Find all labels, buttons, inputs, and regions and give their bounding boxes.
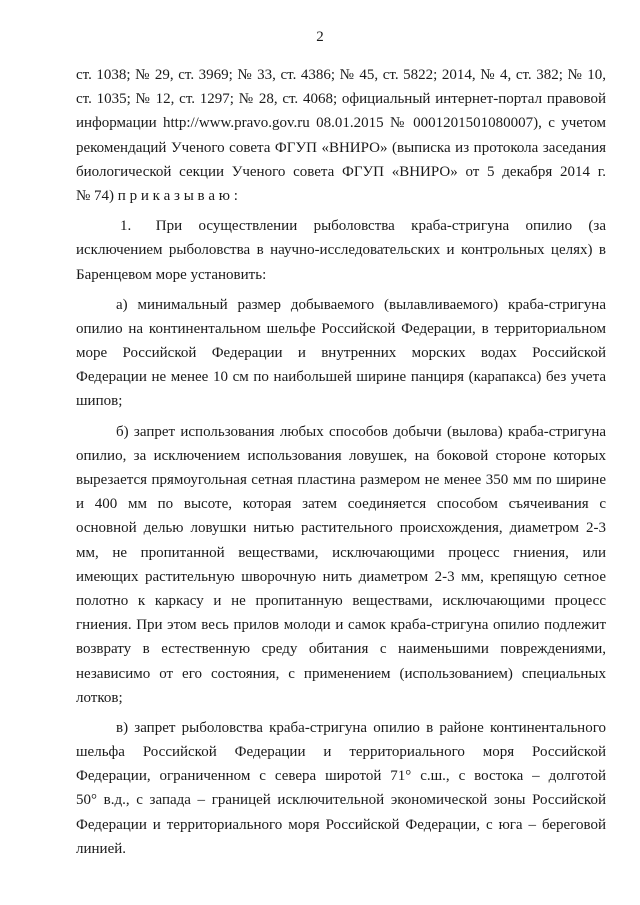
text-line: Баренцевом море установить: xyxy=(76,266,267,283)
text-line: Федерации и территориального моря Российской Федерации, с юга – береговой xyxy=(76,816,606,833)
text-line: исключением рыболовства в научно-исследовательских и контрольных целях) в xyxy=(76,242,606,259)
text-line: линией. xyxy=(76,840,127,857)
text-line: и 400 мм по высоте, которая затем соединяется способом съячеивания с xyxy=(76,496,606,513)
text-line: Федерации, ограниченном с севера широтой 71° с.ш., с востока – долготой xyxy=(76,768,606,785)
text-line: полотно к каркасу и не пропитанную веществами, исключающими процесс xyxy=(76,592,606,609)
text-line: гниения. При этом весь прилов молоди и самок краба-стригуна опилио подлежит xyxy=(76,617,606,634)
text-line: рекомендаций Ученого совета ФГУП «ВНИРО» (выписка из протокола заседания xyxy=(76,139,606,156)
text-line: б) запрет использования любых способов добычи (вылова) краба-стригуна xyxy=(116,423,606,440)
paragraph-item-1 xyxy=(76,214,606,287)
text-line: море Российской Федерации и внутренних морских водах Российской xyxy=(76,345,606,362)
paragraph-item-v xyxy=(76,716,606,861)
text-line: информации http://www.pravo.gov.ru 08.01.2015 № 0001201501080007), с учетом xyxy=(76,115,606,132)
text-line: вырезается прямоугольная сетная пластина размером не менее 350 мм по ширине xyxy=(76,472,606,488)
text-line: шельфа Российской Федерации и территориального моря Российской xyxy=(76,744,606,761)
text-line: 1. При осуществлении рыболовства краба-стригуна опилио (за xyxy=(120,218,606,235)
paragraph-item-b xyxy=(76,420,606,710)
text-line: мм, не пропитанной веществами, исключающими процесс гниения, или xyxy=(76,544,606,561)
page-number: 2 xyxy=(316,29,324,45)
text-line: а) минимальный размер добываемого (вылавливаемого) краба-стригуна xyxy=(116,296,606,313)
text-line: лотков; xyxy=(76,689,123,706)
text-line: шипов; xyxy=(76,393,123,410)
text-line: имеющих растительную шворочную нить диаметром 2-3 мм, крепящую сетное xyxy=(76,568,606,585)
text-line: ст. 1035; № 12, ст. 1297; № 28, ст. 4068; официальный интернет-портал правовой xyxy=(76,91,606,108)
text-line: биологической секции Ученого совета ФГУП «ВНИРО» от 5 декабря 2014 г. xyxy=(76,163,606,180)
text-line: 50° в.д., с запада – границей исключительной экономической зоны Российской xyxy=(76,792,606,809)
text-line: ст. 1038; № 29, ст. 3969; № 33, ст. 4386; № 45, ст. 5822; 2014, № 4, ст. 382; № 10, xyxy=(76,67,606,83)
document-body xyxy=(76,63,606,861)
text-line: опилио, за исключением использования ловушек, на боковой стороне которых xyxy=(76,447,606,464)
text-line: возврату в естественную среду обитания с наименьшими повреждениями, xyxy=(76,641,606,658)
text-line: основной делью ловушки нитью растительного происхождения, диаметром 2-3 xyxy=(76,520,606,537)
order-phrase: № 74) п р и к а з ы в а ю : xyxy=(76,187,238,204)
text-line: опилио на континентальном шельфе Российской Федерации, в территориальном xyxy=(76,320,606,337)
text-line: в) запрет рыболовства краба-стригуна опилио в районе континентального xyxy=(116,719,606,736)
paragraph-item-a xyxy=(76,293,606,414)
text-line: независимо от его состояния, с применением (использованием) специальных xyxy=(76,665,606,682)
text-line: Федерации не менее 10 см по наибольшей ширине панциря (карапакса) без учета xyxy=(76,369,606,386)
paragraph-intro xyxy=(76,63,606,208)
